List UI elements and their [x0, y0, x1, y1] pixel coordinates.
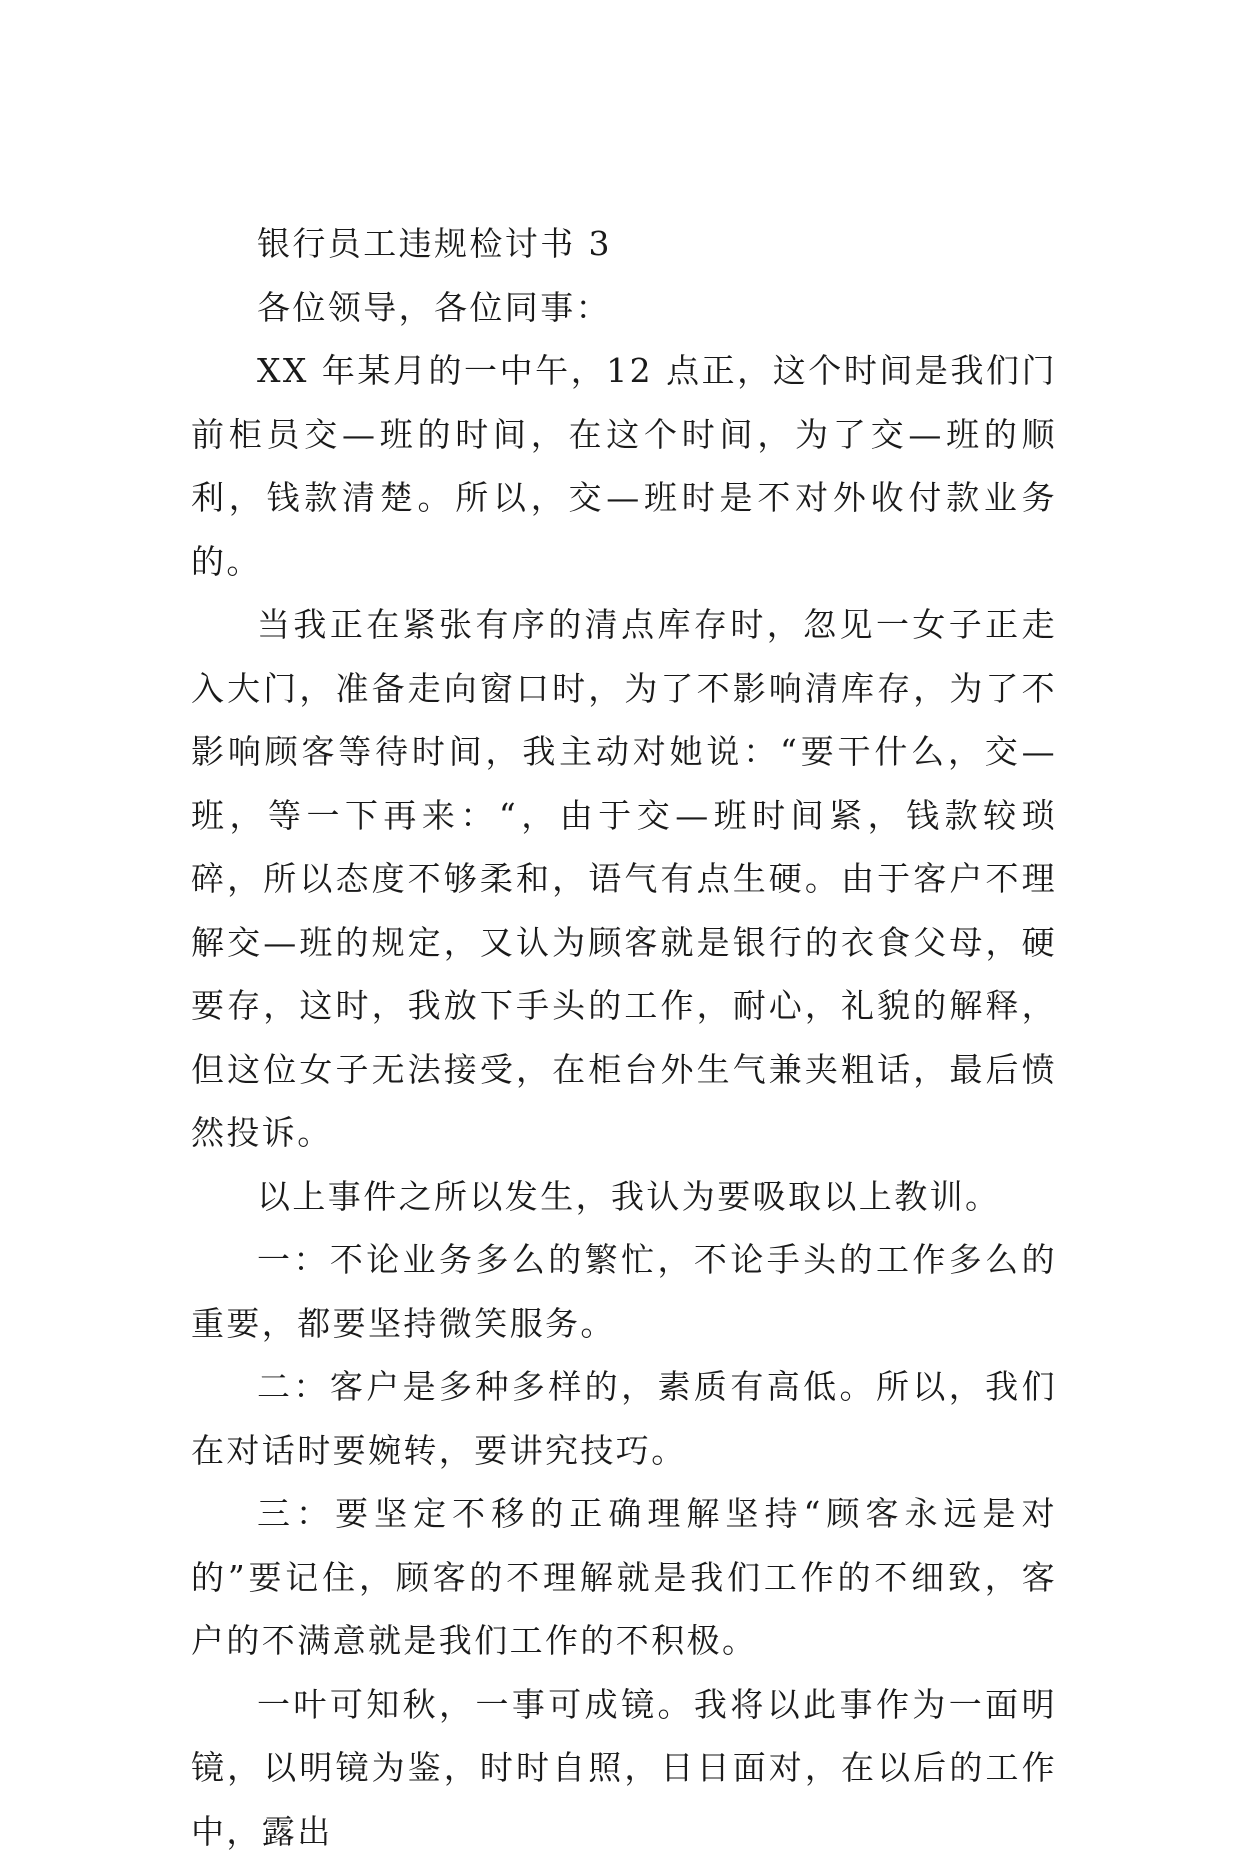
paragraph-incident: 当我正在紧张有序的清点库存时，忽见一女子正走入大门，准备走向窗口时，为了不影响清库存，为了不影响顾客等待时间，我主动对她说：“要干什么，交—班，等一下再来：“，由于交—班时间紧，钱款较琐碎，所以态度不够柔和，语气有点生硬。由于客户不理解交—班的规定，又认为顾客就是银行的衣食父母，硬要存，这时，我放下手头的工作，耐心，礼貌的解释，但这位女子无法接受，在柜台外生气兼夹粗话，最后愤然投诉。 — [191, 593, 1057, 1165]
document-title: 银行员工违规检讨书 3 — [191, 212, 1057, 276]
lesson-item-2: 二：客户是多种多样的，素质有高低。所以，我们在对话时要婉转，要讲究技巧。 — [191, 1355, 1057, 1482]
paragraph-intro: XX 年某月的一中午，12 点正，这个时间是我们门前柜员交—班的时间，在这个时间，为了交—班的顺利，钱款清楚。所以，交—班时是不对外收付款业务的。 — [191, 339, 1057, 593]
document-body — [191, 212, 1057, 1863]
paragraph-lessons-intro: 以上事件之所以发生，我认为要吸取以上教训。 — [191, 1165, 1057, 1229]
salutation: 各位领导，各位同事： — [191, 276, 1057, 340]
paragraph-conclusion: 一叶可知秋，一事可成镜。我将以此事作为一面明镜，以明镜为鉴，时时自照，日日面对，在以后的工作中，露出 — [191, 1673, 1057, 1863]
lesson-item-1: 一：不论业务多么的繁忙，不论手头的工作多么的重要，都要坚持微笑服务。 — [191, 1228, 1057, 1355]
lesson-item-3: 三：要坚定不移的正确理解坚持“顾客永远是对的”要记住，顾客的不理解就是我们工作的不细致，客户的不满意就是我们工作的不积极。 — [191, 1482, 1057, 1673]
